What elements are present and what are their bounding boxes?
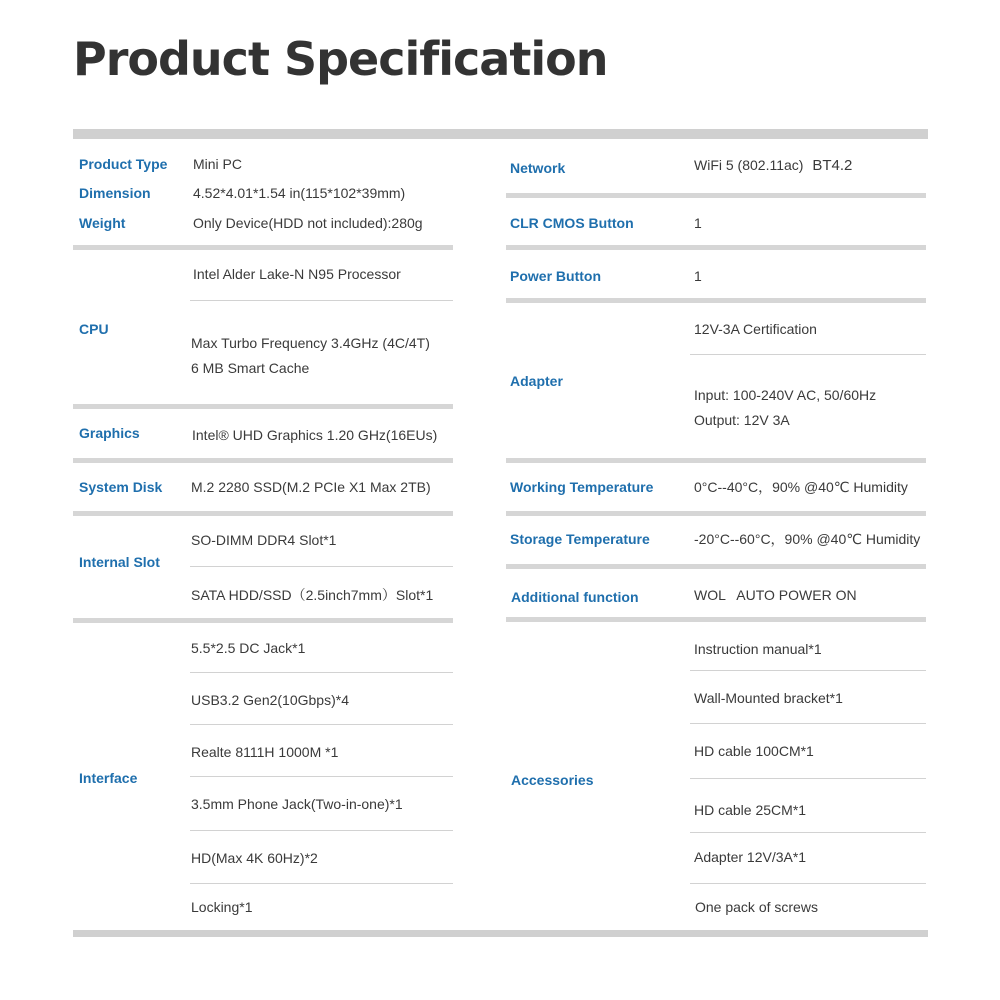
spec-value-graphics: Intel® UHD Graphics 1.20 GHz(16EUs) [192, 427, 438, 443]
spec-value-system-disk: M.2 2280 SSD(M.2 PCIe X1 Max 2TB) [191, 479, 431, 495]
spec-value-working-temp: 0°C--40°C，90% @40℃ Humidity [694, 479, 908, 495]
spec-value-accessory-hd100: HD cable 100CM*1 [694, 743, 814, 759]
spec-label-additional: Additional function [511, 589, 639, 605]
spec-value-product-type: Mini PC [193, 156, 243, 172]
spec-label-adapter: Adapter [510, 373, 563, 389]
spec-value-interface-audio: 3.5mm Phone Jack(Two-in-one)*1 [191, 796, 403, 812]
spec-value-dimension: 4.52*4.01*1.54 in(115*102*39mm) [193, 185, 406, 201]
divider [190, 566, 453, 567]
spec-value-internal-slot-ram: SO-DIMM DDR4 Slot*1 [191, 532, 337, 548]
spec-value-cpu-turbo: Max Turbo Frequency 3.4GHz (4C/4T) [191, 335, 430, 351]
spec-value-cpu-processor: Intel Alder Lake-N N95 Processor [193, 266, 401, 282]
spec-value-accessory-hd25: HD cable 25CM*1 [694, 802, 807, 818]
spec-value-adapter-output: Output: 12V 3A [694, 412, 790, 428]
spec-label-network: Network [510, 160, 566, 176]
divider [190, 672, 453, 673]
spec-value-accessory-adapter: Adapter 12V/3A*1 [694, 849, 807, 865]
spec-value-adapter-cert: 12V-3A Certification [694, 321, 817, 337]
divider [506, 564, 926, 569]
spec-label-graphics: Graphics [79, 425, 140, 441]
divider [73, 618, 453, 623]
divider [73, 458, 453, 463]
spec-value-accessory-screws: One pack of screws [695, 899, 818, 915]
divider [506, 245, 926, 250]
spec-value-network [694, 158, 852, 173]
spec-label-accessories: Accessories [511, 772, 594, 788]
divider [190, 776, 453, 777]
page-title: Product Specification [73, 32, 608, 86]
spec-value-weight: Only Device(HDD not included):280g [193, 215, 423, 231]
spec-label-storage-temp: Storage Temperature [510, 531, 650, 547]
spec-value-internal-slot-sata: SATA HDD/SSD（2.5inch7mm）Slot*1 [191, 587, 434, 603]
spec-value-interface-dc: 5.5*2.5 DC Jack*1 [191, 640, 306, 656]
spec-label-interface: Interface [79, 770, 138, 786]
spec-value-accessory-manual: Instruction manual*1 [694, 641, 822, 657]
spec-label-clr-cmos: CLR CMOS Button [510, 215, 634, 231]
spec-value-adapter-input: Input: 100-240V AC, 50/60Hz [694, 387, 877, 403]
divider [690, 778, 926, 779]
divider [690, 883, 926, 884]
divider [690, 354, 926, 355]
divider [506, 458, 926, 463]
spec-value-wifi: WiFi 5 (802.11ac) [694, 157, 804, 173]
spec-label-cpu: CPU [79, 321, 109, 337]
divider [506, 511, 926, 516]
divider [506, 617, 926, 622]
spec-label-product-type: Product Type [79, 156, 168, 172]
top-divider [73, 129, 928, 139]
spec-label-internal-slot: Internal Slot [79, 554, 160, 570]
spec-value-clr-cmos: 1 [694, 215, 702, 231]
spec-label-working-temp: Working Temperature [510, 479, 654, 495]
spec-value-storage-temp: -20°C--60°C，90% @40℃ Humidity [694, 531, 921, 547]
spec-value-additional: WOL AUTO POWER ON [694, 587, 857, 603]
divider [690, 832, 926, 833]
spec-value-interface-usb: USB3.2 Gen2(10Gbps)*4 [191, 692, 349, 708]
spec-value-power-button: 1 [694, 268, 702, 284]
spec-label-system-disk: System Disk [79, 479, 163, 495]
spec-label-power-button: Power Button [510, 268, 601, 284]
spec-value-interface-hd: HD(Max 4K 60Hz)*2 [191, 850, 318, 866]
divider [190, 883, 453, 884]
divider [73, 404, 453, 409]
spec-label-dimension: Dimension [79, 185, 151, 201]
bottom-divider [73, 930, 928, 937]
spec-value-interface-lan: Realte 8111H 1000M *1 [191, 744, 339, 760]
spec-value-bt: BT4.2 [812, 157, 853, 174]
divider [190, 724, 453, 725]
spec-label-weight: Weight [79, 215, 126, 231]
divider [73, 245, 453, 250]
divider [690, 723, 926, 724]
divider [190, 300, 453, 301]
divider [190, 830, 453, 831]
spec-value-accessory-bracket: Wall-Mounted bracket*1 [694, 690, 843, 706]
spec-value-cpu-cache: 6 MB Smart Cache [191, 360, 310, 376]
divider [506, 298, 926, 303]
divider [506, 193, 926, 198]
divider [73, 511, 453, 516]
divider [690, 670, 926, 671]
spec-value-interface-lock: Locking*1 [191, 899, 253, 915]
